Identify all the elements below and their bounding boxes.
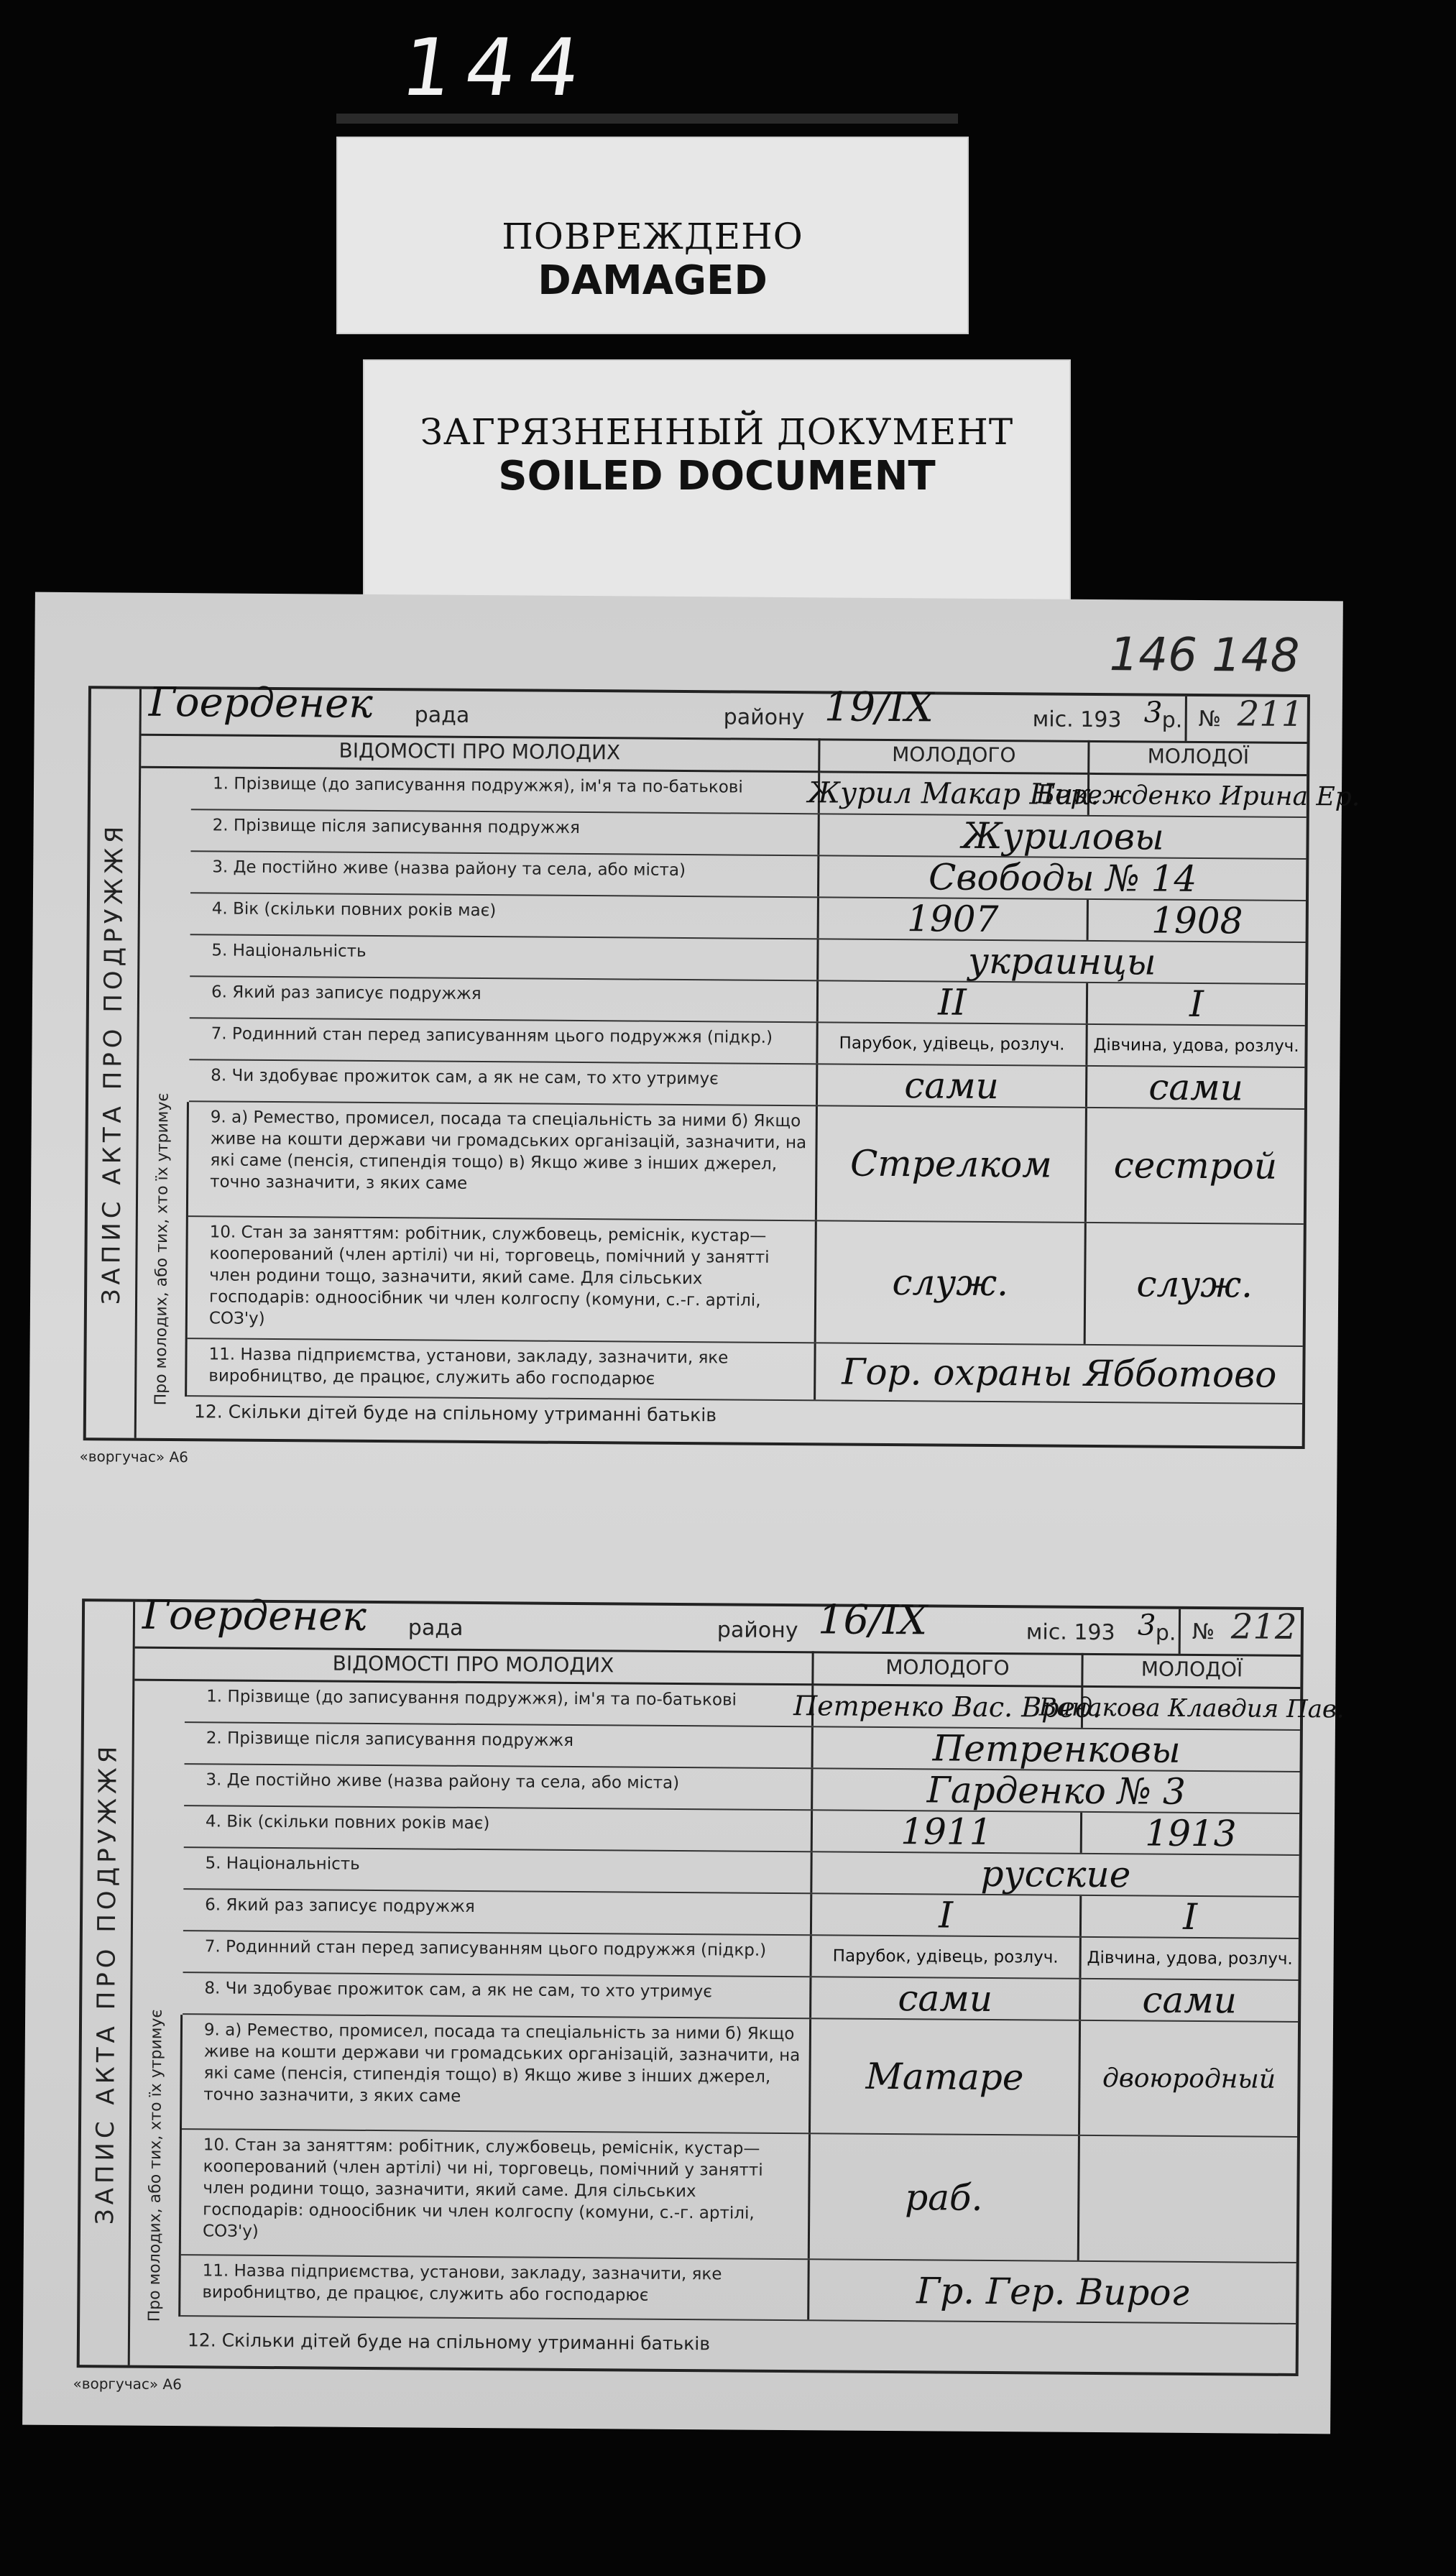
- nationality: украинцы: [967, 939, 1156, 983]
- sub-side-label: Про молодих, або тих, хто їх утримує: [130, 2015, 183, 2317]
- month-label: міс. 193: [1026, 1619, 1115, 1646]
- record-number-box: [1185, 696, 1307, 742]
- month-label: міс. 193: [1032, 707, 1122, 733]
- row-9: 9. а) Ремество, промисел, посада та спеціальність за ними б) Якщо живе на кошти держави чи громадських організацій, зазначити, на які саме (пенсія, стипендія тощо) в) Якщо живе з інших джерел, точно зазначити, з яких саме Стрелком сестрой: [188, 1102, 1304, 1225]
- rayon-label: району: [717, 1617, 798, 1644]
- bride-marriage-count: I: [1189, 983, 1204, 1026]
- year-suffix: 3: [1137, 1609, 1156, 1642]
- nationality: русские: [980, 1852, 1131, 1896]
- bride-status-options: Дівчина, удова, розлуч.: [1087, 1948, 1293, 1969]
- year-suffix: 3: [1143, 696, 1163, 730]
- groom-marriage-count: II: [819, 981, 1088, 1024]
- surname-after: Петренковы: [932, 1727, 1181, 1771]
- row-12: 12. Скільки дітей буде на спільному утриманні батьків: [187, 2329, 711, 2355]
- groom-employment: служ.: [816, 1221, 1087, 1344]
- row-2: 2. Прізвище після записування подружжя Петренковы: [185, 1723, 1300, 1772]
- groom-status-options: Парубок, удівець, розлуч.: [818, 1023, 1087, 1065]
- row-8: 8. Чи здобуває прожиток сам, а як не сам, то хто утримує сами сами: [183, 1973, 1298, 2023]
- bride-birth-year: 1913: [1145, 1812, 1237, 1855]
- row-7: 7. Родинний стан перед записуванням цього подружжя (підкр.) Парубок, удівець, розлуч. Дівчина, удова, розлуч.: [183, 1931, 1299, 1981]
- row-7: 7. Родинний стан перед записуванням цього подружжя (підкр.) Парубок, удівець, розлуч. Дівчина, удова, розлуч.: [189, 1018, 1304, 1068]
- document-sheet: [22, 592, 1360, 2434]
- vidomosti-header: ВІДОМОСТІ ПРО МОЛОДИХ: [134, 1647, 814, 1686]
- row-11: 11. Назва підприємства, установи, закладу, зазначити, яке виробництво, де працює, служить або господарює Гр. Гер. Вирог: [180, 2255, 1296, 2324]
- archive-number: 144: [396, 22, 599, 114]
- bride-marriage-count: I: [1183, 1895, 1198, 1938]
- number-label: №: [1198, 706, 1222, 732]
- row-12: 12. Скільки дітей буде на спільному утриманні батьків: [193, 1401, 717, 1426]
- groom-employment: раб.: [810, 2134, 1080, 2260]
- groom-header: МОЛОДОГО: [814, 1651, 1083, 1688]
- bride-support: сами: [1148, 1066, 1244, 1109]
- row-10: 10. Стан за заняттям: робітник, службовець, реміснік, кустар—кооперований (член артілі) чи ні, торговець, помічний у занятті член родини тощо, зазначити, який саме. Для сільських господарів: одноосібник чи член колгоспу (комуни, с.-г. артілі, СОЗ'у) раб.: [181, 2130, 1297, 2263]
- groom-header: МОЛОДОГО: [820, 738, 1089, 775]
- groom-marriage-count: I: [812, 1894, 1082, 1936]
- number-label: №: [1192, 1619, 1215, 1645]
- row-8: 8. Чи здобуває прожиток сам, а як не сам, то хто утримує сами сами: [189, 1060, 1304, 1110]
- bride-header: МОЛОДОЇ: [1083, 1653, 1300, 1689]
- bride-status-options: Дівчина, удова, розлуч.: [1093, 1035, 1299, 1056]
- row-1: 1. Прізвище (до записування подружжя), ім'я та по-батькові Журил Макар Ник. Бережденко Ирина Ер.: [191, 768, 1307, 818]
- bride-employment: [1079, 2136, 1297, 2262]
- bride-employment: служ.: [1136, 1263, 1253, 1306]
- row-4: 4. Вік (скільки повних років має) 1907 1908: [190, 893, 1306, 943]
- groom-support: сами: [818, 1064, 1087, 1107]
- bride-name: Бережденко Ирина Ер.: [1036, 779, 1360, 812]
- bride-occupation: двоюродный: [1102, 2063, 1276, 2094]
- bride-birth-year: 1908: [1151, 899, 1243, 942]
- groom-name: Журил Макар Ник.: [820, 773, 1089, 815]
- row-3: 3. Де постійно живе (назва району та села, або міста) Свободы № 14: [190, 852, 1306, 901]
- workplace: Гор. охраны Ябботово: [842, 1351, 1277, 1396]
- marriage-record-2: [77, 1591, 1345, 2376]
- groom-status-options: Парубок, удівець, розлуч.: [812, 1936, 1082, 1978]
- year-label: р.: [1161, 707, 1183, 733]
- separator-stripe: [336, 114, 958, 124]
- groom-occupation: Матаре: [811, 2019, 1081, 2135]
- page-number: 146 148: [1109, 628, 1300, 683]
- row-1: 1. Прізвище (до записування подружжя), ім'я та по-батькові Петренко Вас. Вред. Ванакова Клавдия Пав.: [185, 1681, 1300, 1731]
- row-4: 4. Вік (скільки повних років має) 1911 1913: [184, 1806, 1299, 1856]
- damaged-label: [336, 137, 969, 334]
- rada-label: рада: [414, 702, 470, 728]
- record-number: 211: [1237, 694, 1304, 735]
- rada-name: Гоерденек: [142, 1591, 367, 1640]
- surname-after: Журиловы: [962, 814, 1164, 858]
- groom-support: сами: [811, 1977, 1081, 2020]
- row-6: 6. Який раз записує подружжя II I: [190, 977, 1305, 1026]
- row-6: 6. Який раз записує подружжя I I: [183, 1890, 1299, 1939]
- rada-name: Гоерденек: [148, 678, 373, 727]
- row-9: 9. а) Ремество, промисел, посада та спеціальність за ними б) Якщо живе на кошти держави чи громадських організацій, зазначити, на які саме (пенсія, стипендія тощо) в) Якщо живе з інших джерел, точно зазначити, з яких саме Матаре двоюродный: [182, 2015, 1298, 2138]
- damaged-label-ru: ПОВРЕЖДЕНО: [502, 216, 803, 257]
- rayon-label: району: [723, 704, 805, 731]
- side-label: ЗАПИС АКТА ПРО ПОДРУЖЖЯ: [80, 1601, 135, 2365]
- bride-occupation: сестрой: [1113, 1144, 1278, 1187]
- row-5: 5. Національність украинцы: [190, 935, 1305, 985]
- print-mark: «воргучас» А6: [73, 2375, 182, 2393]
- residence: Свободы № 14: [928, 856, 1197, 900]
- record-date: 16/IX: [817, 1596, 928, 1644]
- record-number-box: [1179, 1606, 1301, 1655]
- soiled-label-en: SOILED DOCUMENT: [498, 453, 936, 500]
- year-label: р.: [1155, 1620, 1176, 1646]
- row-3: 3. Де постійно живе (назва району та села, або міста) Гарденко № 3: [184, 1765, 1299, 1814]
- bride-support: сами: [1142, 1979, 1238, 2022]
- soiled-label: [363, 359, 1071, 604]
- row-5: 5. Національність русские: [183, 1848, 1299, 1898]
- marriage-record-1: [83, 678, 1360, 1449]
- bride-header: МОЛОДОЇ: [1089, 740, 1307, 776]
- row-10: 10. Стан за заняттям: робітник, службовець, реміснік, кустар—кооперований (член артілі) чи ні, торговець, помічний у занятті член родини тощо, зазначити, який саме. Для сільських господарів: одноосібник чи член колгоспу (комуни, с.-г. артілі, СОЗ'у) служ. служ.: [188, 1217, 1304, 1347]
- record-number: 212: [1230, 1606, 1297, 1647]
- row-11: 11. Назва підприємства, установи, закладу, зазначити, яке виробництво, де працює, служить або господарює Гор. охраны Ябботово: [187, 1339, 1303, 1404]
- residence: Гарденко № 3: [926, 1769, 1187, 1813]
- groom-occupation: Стрелком: [817, 1106, 1087, 1222]
- side-label: ЗАПИС АКТА ПРО ПОДРУЖЖЯ: [86, 689, 142, 1438]
- groom-name: Петренко Вас. Вред.: [814, 1685, 1083, 1728]
- groom-birth-year: 1911: [813, 1811, 1082, 1853]
- soiled-label-ru: ЗАГРЯЗНЕННЫЙ ДОКУМЕНТ: [420, 411, 1014, 453]
- groom-birth-year: 1907: [819, 898, 1089, 940]
- damaged-label-en: DAMAGED: [538, 257, 768, 304]
- print-mark: «воргучас» А6: [79, 1448, 188, 1466]
- vidomosti-header: ВІДОМОСТІ ПРО МОЛОДИХ: [141, 734, 820, 773]
- workplace: Гр. Гер. Вирог: [916, 2269, 1190, 2314]
- rada-label: рада: [407, 1615, 464, 1641]
- bride-name: Ванакова Клавдия Пав.: [1038, 1693, 1345, 1724]
- row-2: 2. Прізвище після записування подружжя Журиловы: [190, 810, 1306, 860]
- sub-side-label: Про молодих, або тих, хто їх утримує: [137, 1102, 189, 1397]
- record-date: 19/IX: [824, 684, 934, 732]
